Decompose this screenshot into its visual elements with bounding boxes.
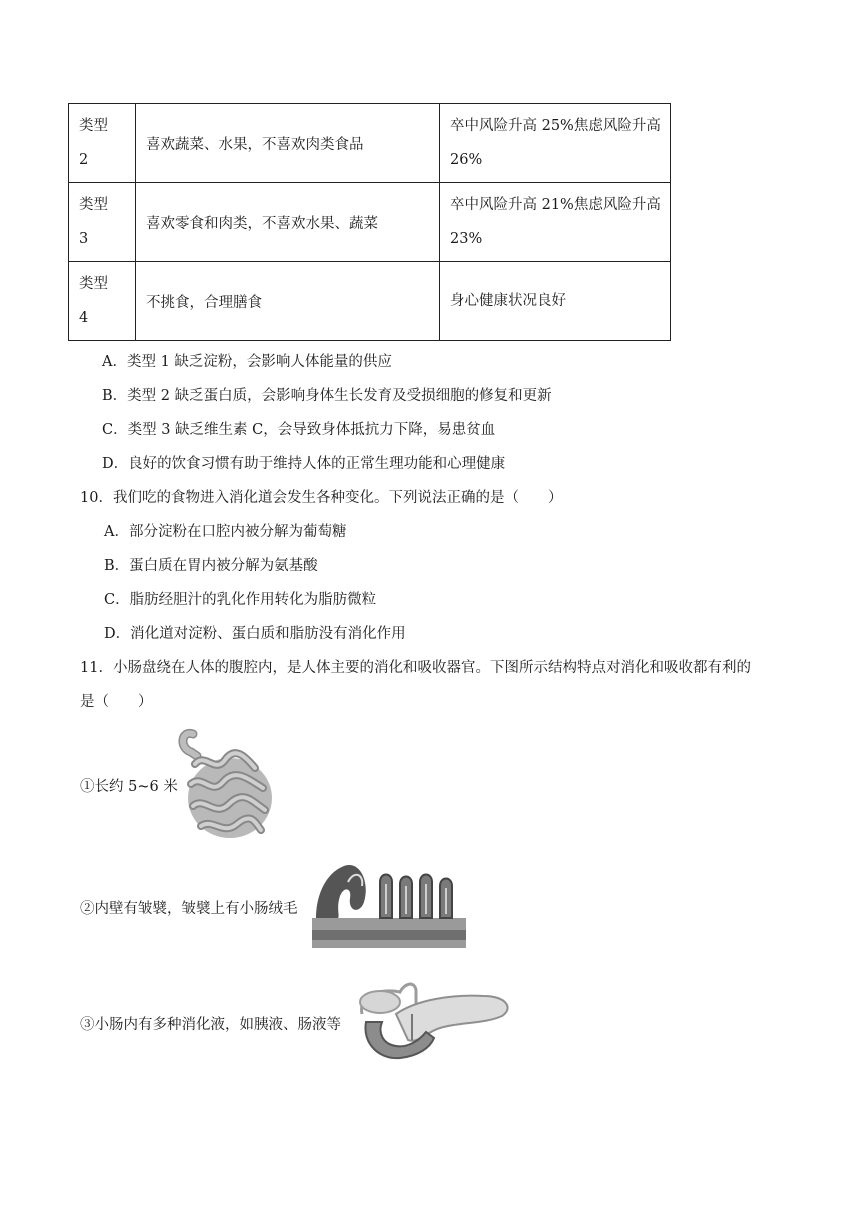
type-label: 类型 4 [79,276,108,326]
habit-cell [136,104,440,183]
type-label: 类型 2 [79,118,108,168]
habit-cell [136,262,440,341]
q9-option-c: C．类型 3 缺乏维生素 C，会导致身体抵抗力下降，易患贫血 [102,422,496,438]
table-row [69,262,671,341]
q10-stem: 10．我们吃的食物进入消化道会发生各种变化。下列说法正确的是（ ） [80,490,563,506]
pancreas-duodenum-image [356,978,518,1062]
type-cell [69,183,136,262]
habit-text: 喜欢零食和肉类，不喜欢水果、蔬菜 [146,215,378,232]
q10-option-d: D．消化道对淀粉、蛋白质和脂肪没有消化作用 [104,626,406,642]
habit-cell [136,183,440,262]
q9-option-b: B．类型 2 缺乏蛋白质，会影响身体生长发育及受损细胞的修复和更新 [102,388,552,404]
type-cell [69,104,136,183]
q11-item-2: ②内壁有皱襞，皱襞上有小肠绒毛 [80,901,298,917]
q9-option-d: D．良好的饮食习惯有助于维持人体的正常生理功能和心理健康 [102,456,506,472]
small-intestine-image [175,726,275,844]
type-label: 类型 3 [79,197,108,247]
q10-option-b: B．蛋白质在胃内被分解为氨基酸 [104,558,318,574]
q11-item-1: ①长约 5~6 米 [80,779,178,795]
diet-type-table [68,103,671,341]
effect-text: 卒中风险升高 25%焦虑风险升高 26% [450,118,661,168]
effect-cell [440,262,671,341]
effect-text: 卒中风险升高 21%焦虑风险升高 23% [450,197,661,247]
q10-option-c: C．脂肪经胆汁的乳化作用转化为脂肪微粒 [104,592,377,608]
q11-stem-line2: 是（ ） [80,694,153,710]
effect-cell [440,183,671,262]
table-row [69,183,671,262]
q11-stem-line1: 11．小肠盘绕在人体的腹腔内，是人体主要的消化和吸收器官。下图所示结构特点对消化和吸收都有利的 [80,660,751,676]
habit-text: 不挑食，合理膳食 [146,294,262,311]
q10-option-a: A．部分淀粉在口腔内被分解为葡萄糖 [104,524,347,540]
q11-item-3: ③小肠内有多种消化液，如胰液、肠液等 [80,1017,341,1033]
effect-text: 身心健康状况良好 [450,293,566,309]
type-cell [69,262,136,341]
habit-text: 喜欢蔬菜、水果，不喜欢肉类食品 [146,136,364,153]
intestinal-villi-image [308,852,470,962]
q9-option-a: A．类型 1 缺乏淀粉，会影响人体能量的供应 [102,354,392,370]
effect-cell [440,104,671,183]
table-row [69,104,671,183]
